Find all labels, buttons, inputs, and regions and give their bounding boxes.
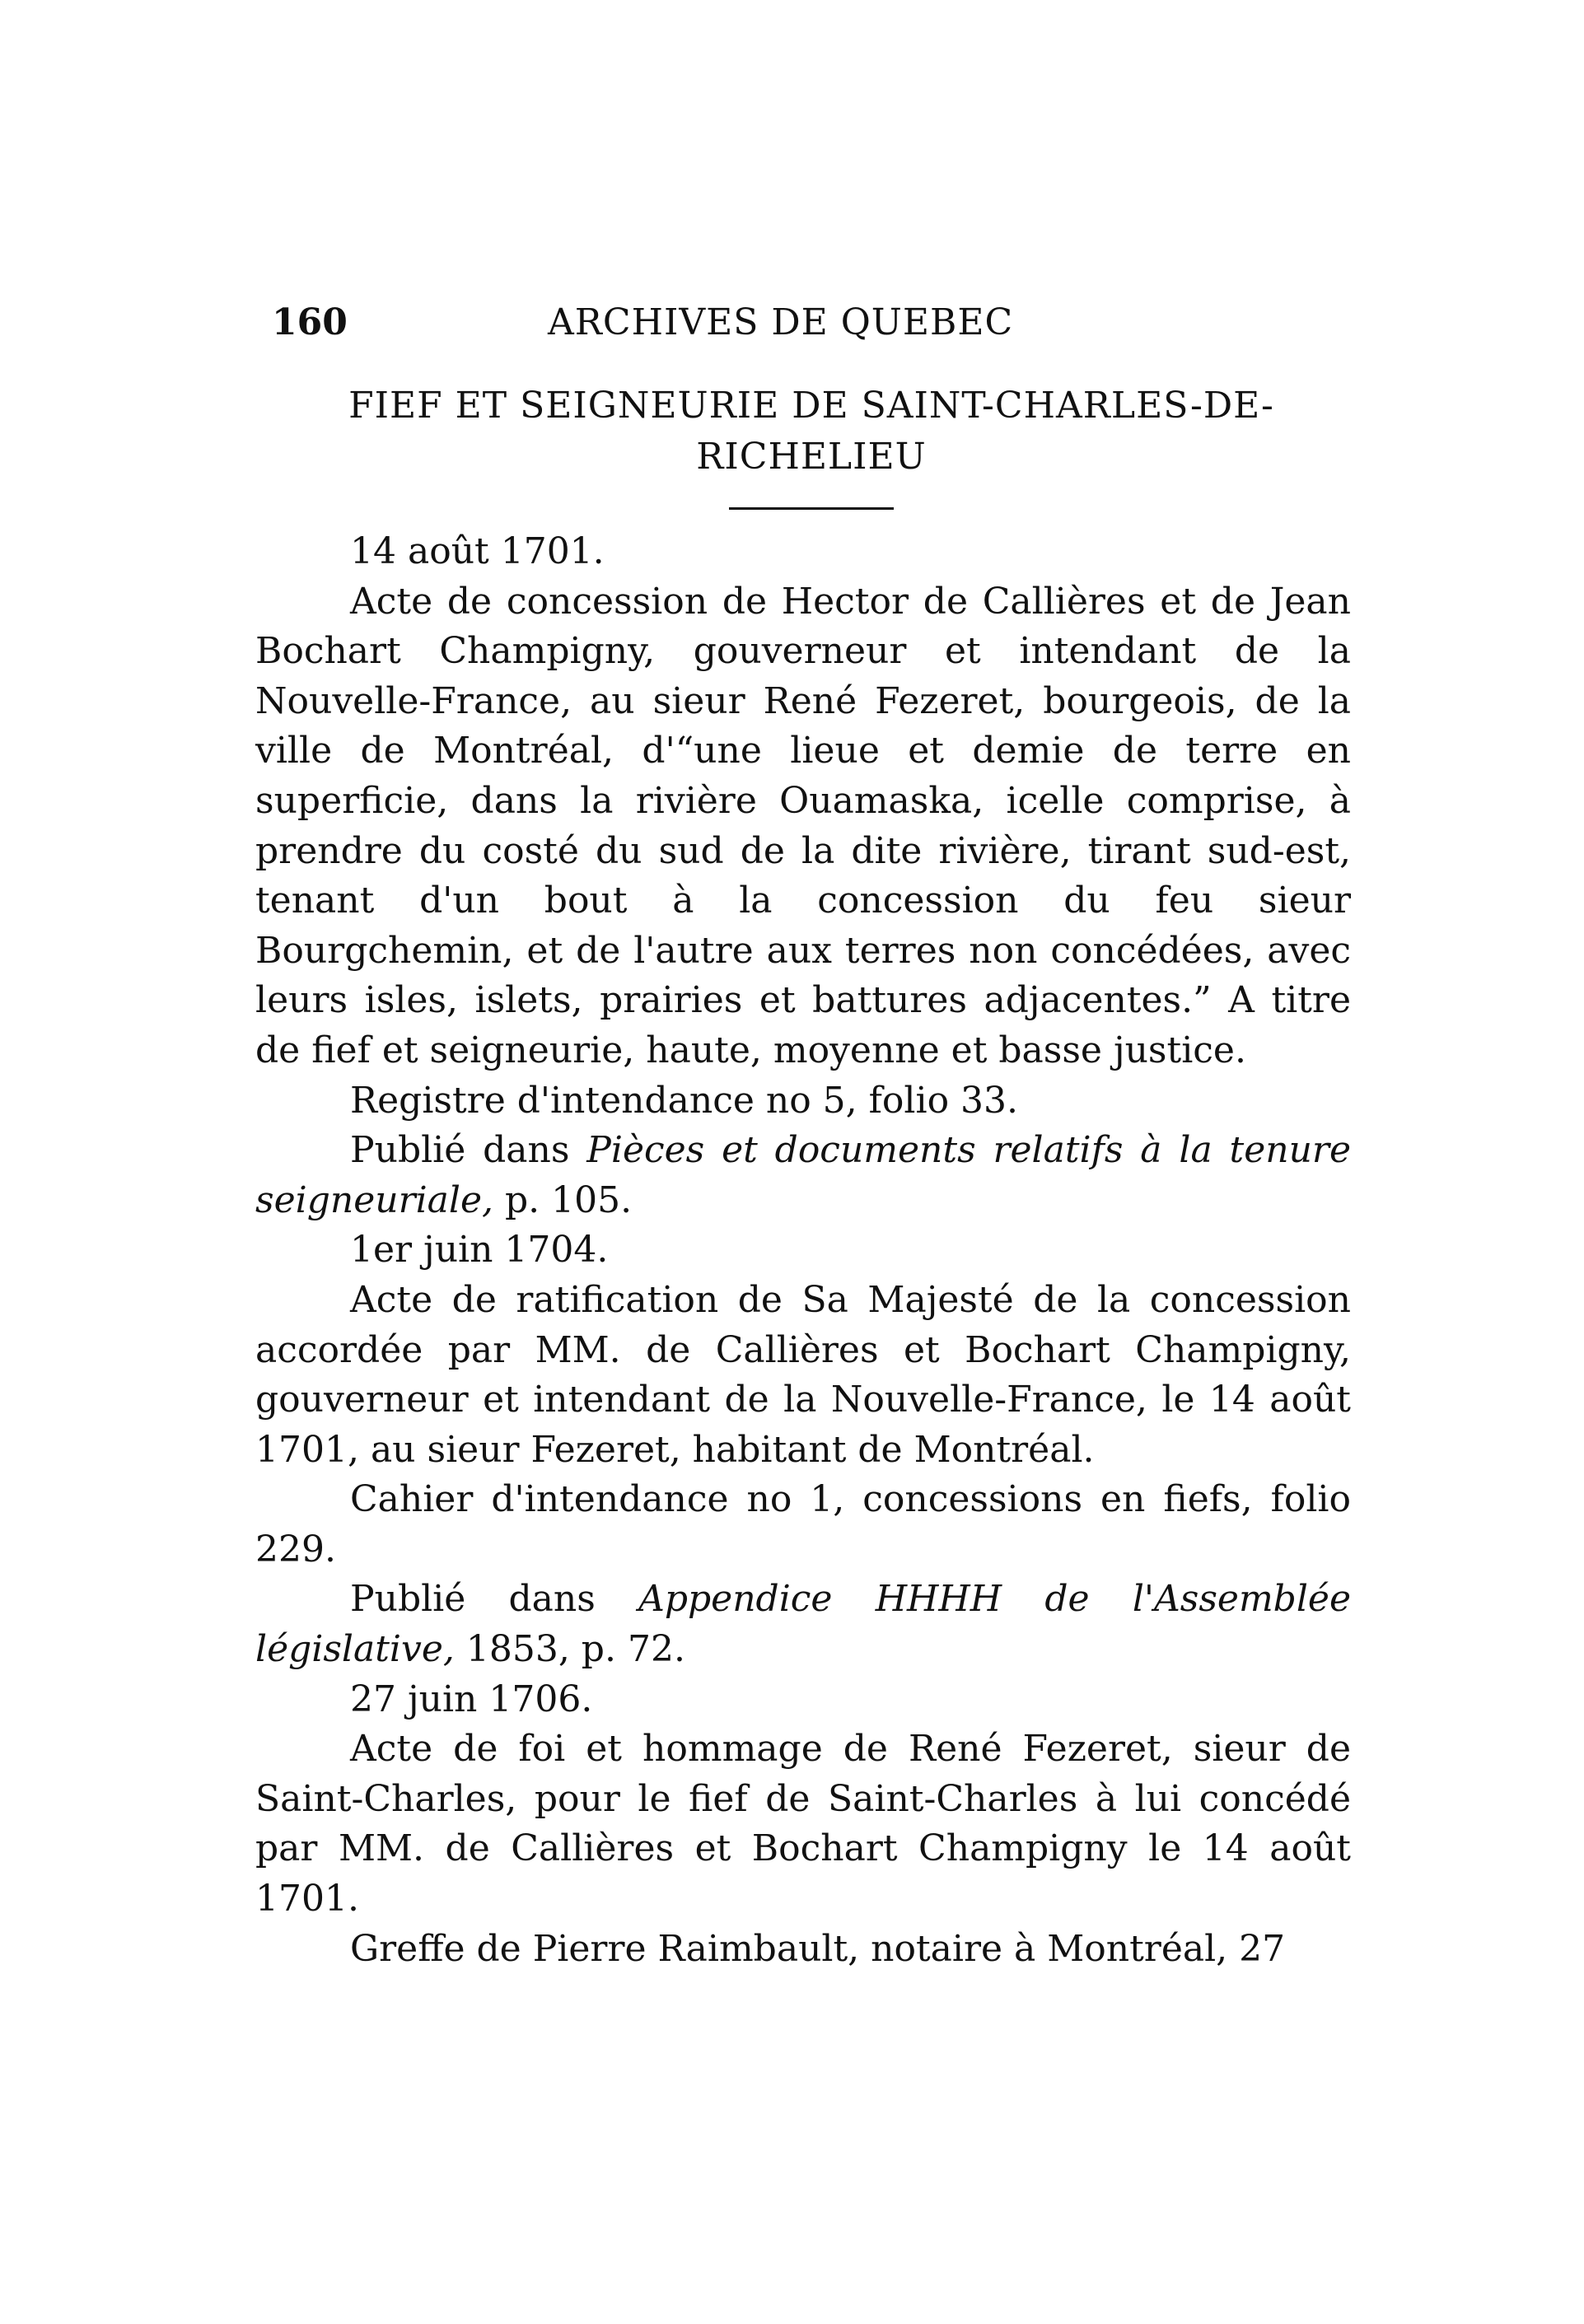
entry-date: 27 juin 1706. [350,1678,593,1720]
journal-title: ARCHIVES DE QUEBEC [548,301,1014,343]
entry-publication [255,1126,1351,1225]
publication-title: Pièces et documents relatifs à la tenure seigneuriale, [255,1129,1351,1221]
entry-publication [255,1575,1351,1674]
entry-text: Acte de ratification de Sa Majesté de la concession accordée par MM. de Callières et Bochart Champigny, gouverneur et intendant de la Nouvelle-France, le 14 août 1701, au sieur Fezeret, habitant de Montréal. [255,1278,1351,1471]
entry-date: 1er juin 1704. [350,1229,609,1272]
entry-text: Acte de foi et hommage de René Fezeret, sieur de Saint-Charles, pour le fief de Saint-Charles à lui concédé par MM. de Callières et Bochart Champigny le 14 août 1701. [255,1728,1351,1920]
running-head [272,298,1096,348]
entry-date: 14 août 1701. [350,530,605,572]
publication-suffix: p. 105. [493,1178,633,1221]
entry-register: Registre d'intendance no 5, folio 33. [350,1079,1019,1122]
publication-prefix: Publié dans [350,1578,639,1621]
entry-text: Acte de concession de Hector de Callières et de Jean Bochart Champigny, gouverneur et intendant de la Nouvelle-France, au sieur René Fezeret, bourgeois, de la ville de Montréal, d'“une lieue et demie de terre en superficie, dans la rivière Ouamaska, icelle comprise, à prendre du costé du sud de la dite rivière, tirant sud-est, tenant d'un bout à la concession du feu sieur Bourgchemin, et de l'autre aux terres non concédées, avec leurs isles, islets, prairies et battures adjacentes.” A titre de fief et seigneurie, haute, moyenne et basse justice. [255,580,1351,1071]
publication-title: Appendice HHHH de l'Assemblée législative, [255,1578,1351,1671]
body-text [255,527,1351,1974]
entry-register: Cahier d'intendance no 1, concessions en fiefs, folio 229. [255,1478,1351,1570]
entry-register: Greffe de Pierre Raimbault, notaire à Montréal, 27 [350,1927,1286,1970]
publication-prefix: Publié dans [350,1129,587,1172]
title-rule-divider [729,507,894,510]
section-title: FIEF ET SEIGNEURIE DE SAINT-CHARLES-DE-RICHELIEU [348,385,1274,478]
publication-suffix: 1853, p. 72. [454,1628,685,1671]
page-number: 160 [272,301,348,343]
